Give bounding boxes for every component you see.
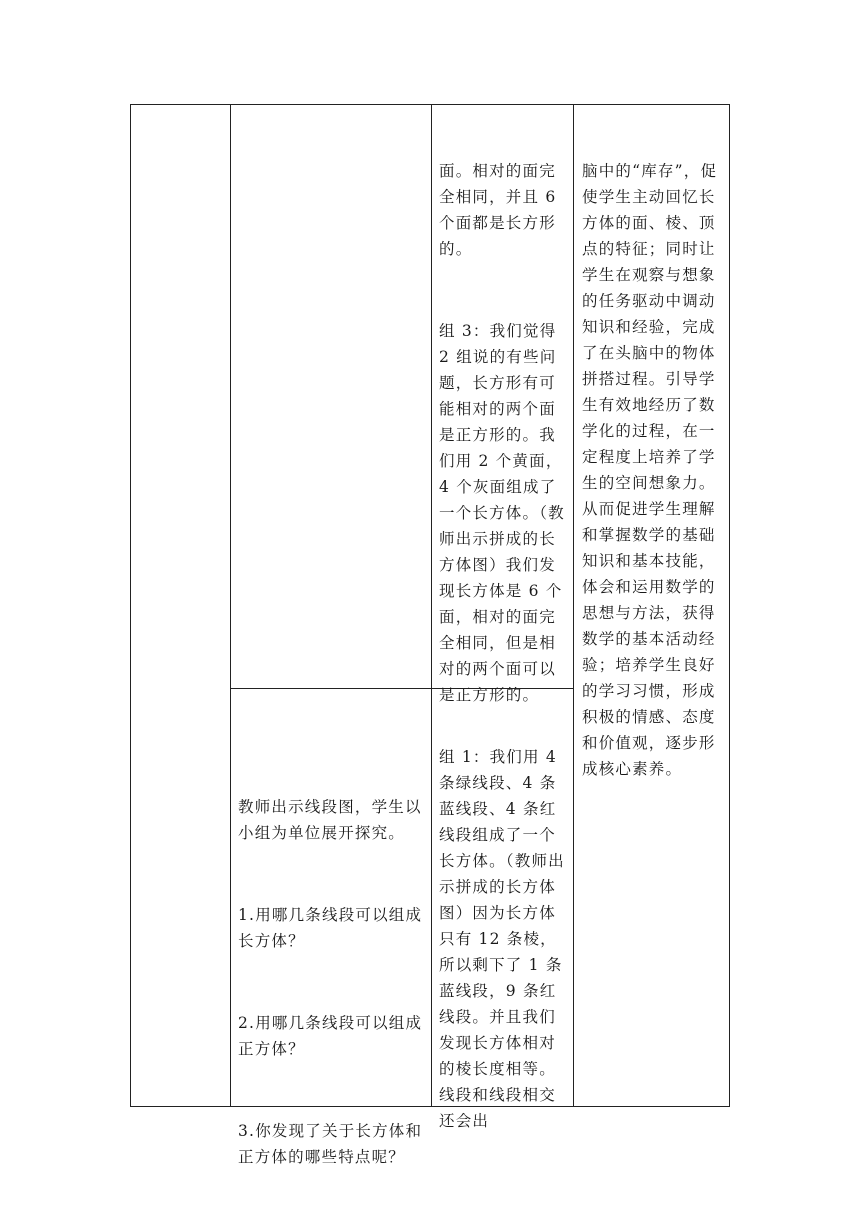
row1-col3-paragraph-1: 面。相对的面完全相同，并且 6 个面都是长方形的。 (439, 162, 563, 258)
row1-col3-paragraph-2: 组 3：我们觉得 2 组说的有些问题，长方形有可能相对的两个面是正方形的。我们用 2 个黄面，4 个灰面组成了一个长方体。（教师出示拼成的长方体图）我们发现长方体是 6 个面，相对的面完全相同，但是相对的两个面可以是正方形的。 (439, 322, 565, 704)
table-border-col3 (573, 104, 574, 1107)
table-border-top (130, 104, 730, 105)
row1-col3-cell (439, 106, 569, 760)
row2-col2-question-1: 1.用哪几条线段可以组成长方体？ (238, 906, 423, 950)
row2-col2-cell (238, 742, 426, 1222)
table-border-col2 (431, 104, 432, 1107)
col4-design-intent-cell (582, 106, 724, 834)
table-border-col1 (230, 104, 231, 1107)
row2-col2-question-2: 2.用哪几条线段可以组成正方体？ (238, 1014, 423, 1058)
row2-col3-paragraph-1: 组 1：我们用 4 条绿线段、4 条蓝线段、4 条红线段组成了一个长方体。（教师出示拼成的长方体图）因为长方体只有 12 条棱，所以剩下了 1 条蓝线段，9 条红线段。并且我们发现长方体相对的棱长度相等。线段和线段相交还会出 (439, 748, 565, 1130)
col4-design-intent-text: 脑中的“库存”，促使学生主动回忆长方体的面、棱、顶点的特征；同时让学生在观察与想象的任务驱动中调动知识和经验，完成了在头脑中的物体拼搭过程。引导学生有效地经历了数学化的过程，在一定程度上培养了学生的空间想象力。从而促进学生理解和掌握数学的基础知识和基本技能，体会和运用数学的思想与方法，获得数学的基本活动经验；培养学生良好的学习习惯，形成积极的情感、态度和价值观，逐步形成核心素养。 (582, 162, 718, 778)
table-border-left (130, 104, 131, 1107)
table-border-right (729, 104, 730, 1107)
row2-col3-cell (439, 692, 569, 1130)
row2-col2-paragraph-1: 教师出示线段图，学生以小组为单位展开探究。 (238, 798, 422, 842)
row2-col2-question-3: 3.你发现了关于长方体和正方体的哪些特点呢？ (238, 1122, 423, 1166)
table-border-bottom (130, 1106, 730, 1107)
